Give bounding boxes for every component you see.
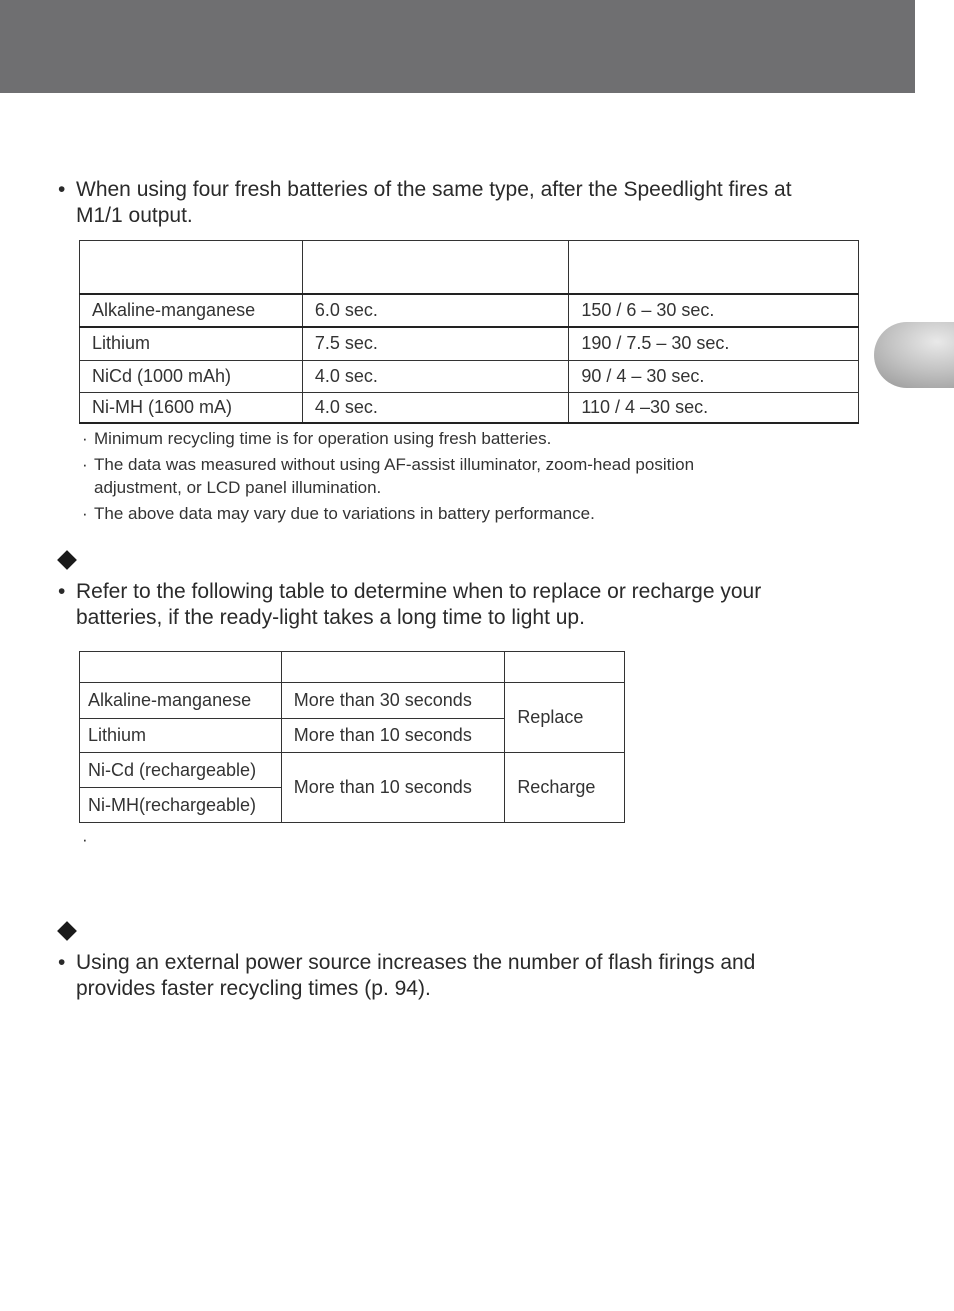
diamond-icon xyxy=(57,550,77,570)
action-cell: Recharge xyxy=(505,753,625,823)
min-recycle-cell: 6.0 sec. xyxy=(302,294,568,327)
external-power-line2: provides faster recycling times (p. 94). xyxy=(76,977,431,1000)
table-header-cell xyxy=(302,241,568,294)
diamond-icon xyxy=(57,921,77,941)
battery-type-cell: Ni-MH(rechargeable) xyxy=(80,788,282,823)
battery-type-cell: Alkaline-manganese xyxy=(80,294,303,327)
replace-battery-table xyxy=(79,651,625,823)
note-dot: · xyxy=(82,830,88,849)
external-power-para xyxy=(58,950,858,1002)
note-text-line1: The data was measured without using AF-assist illuminator, zoom-head position xyxy=(94,455,695,474)
recycling-intro-line2: M1/1 output. xyxy=(76,204,193,227)
table-header-cell xyxy=(80,241,303,294)
table-header-cell xyxy=(80,652,282,683)
table-row xyxy=(80,294,859,327)
min-recycle-cell: 4.0 sec. xyxy=(302,361,568,393)
firings-cell: 90 / 4 – 30 sec. xyxy=(569,361,859,393)
battery-type-cell: Alkaline-manganese xyxy=(80,683,282,719)
recycling-intro-line1: When using four fresh batteries of the same type, after the Speedlight fires at xyxy=(76,178,792,201)
firings-cell: 110 / 4 –30 sec. xyxy=(569,393,859,423)
firings-cell: 190 / 7.5 – 30 sec. xyxy=(569,327,859,361)
recycle-time-cell: More than 30 seconds xyxy=(281,683,505,719)
chapter-tab xyxy=(874,322,954,388)
table-row xyxy=(80,683,625,719)
battery-type-cell: Ni-Cd (rechargeable) xyxy=(80,753,282,788)
table-row xyxy=(80,753,625,788)
table-header-row xyxy=(80,241,859,294)
bullet-icon: • xyxy=(58,178,66,201)
note-text: Minimum recycling time is for operation using fresh batteries. xyxy=(94,429,552,448)
note-text xyxy=(94,453,834,499)
replace-intro-line2: batteries, if the ready-light takes a long time to light up. xyxy=(76,606,585,629)
min-recycle-cell: 4.0 sec. xyxy=(302,393,568,423)
bullet-icon: • xyxy=(58,951,66,974)
table-row xyxy=(80,361,859,393)
recycling-time-table xyxy=(79,240,859,424)
table-header-row xyxy=(80,652,625,683)
replace-intro-text xyxy=(76,579,761,631)
note-dot: · xyxy=(82,455,88,474)
replace-intro xyxy=(58,579,858,631)
recycling-intro xyxy=(58,177,858,229)
recycle-time-cell: More than 10 seconds xyxy=(281,719,505,753)
battery-type-cell: Lithium xyxy=(80,719,282,753)
note-text-line2: adjustment, or LCD panel illumination. xyxy=(94,478,382,497)
bullet-icon: • xyxy=(58,580,66,603)
battery-type-cell: NiCd (1000 mAh) xyxy=(80,361,303,393)
battery-type-cell: Ni-MH (1600 mA) xyxy=(80,393,303,423)
firings-cell: 150 / 6 – 30 sec. xyxy=(569,294,859,327)
battery-type-cell: Lithium xyxy=(80,327,303,361)
header-bar xyxy=(0,0,915,93)
action-cell: Replace xyxy=(505,683,625,753)
replace-intro-line1: Refer to the following table to determine when to replace or recharge your xyxy=(76,580,762,603)
note-dot: · xyxy=(82,429,88,448)
recycle-time-cell: More than 10 seconds xyxy=(281,753,505,823)
note-text: The above data may vary due to variations in battery performance. xyxy=(94,504,595,523)
external-power-line1: Using an external power source increases the number of flash firings and xyxy=(76,951,756,974)
table-header-cell xyxy=(505,652,625,683)
table-header-cell xyxy=(569,241,859,294)
external-power-text xyxy=(76,950,755,1002)
note-dot: · xyxy=(82,504,88,523)
table-header-cell xyxy=(281,652,505,683)
min-recycle-cell: 7.5 sec. xyxy=(302,327,568,361)
table-row xyxy=(80,327,859,361)
table-row xyxy=(80,393,859,423)
recycling-intro-text xyxy=(76,177,792,229)
